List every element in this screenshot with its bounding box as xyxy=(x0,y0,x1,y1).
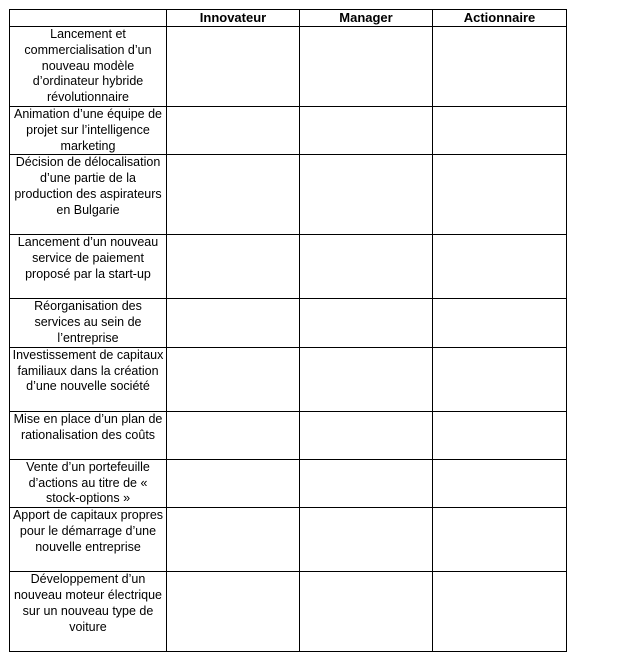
table-row xyxy=(10,347,567,411)
table-row xyxy=(10,459,567,507)
cell-actionnaire[interactable] xyxy=(433,459,567,507)
cell-actionnaire[interactable] xyxy=(433,235,567,299)
cell-manager[interactable] xyxy=(300,459,433,507)
row-label: Vente d’un portefeuille d’actions au titre de « stock-options » xyxy=(10,459,167,507)
cell-innovateur[interactable] xyxy=(167,572,300,652)
cell-manager[interactable] xyxy=(300,572,433,652)
table-row xyxy=(10,411,567,459)
row-label: Animation d’une équipe de projet sur l’intelligence marketing xyxy=(10,107,167,155)
table-header-row xyxy=(10,10,567,27)
row-label: Développement d’un nouveau moteur électrique sur un nouveau type de voiture xyxy=(10,572,167,652)
cell-actionnaire[interactable] xyxy=(433,155,567,235)
cell-innovateur[interactable] xyxy=(167,411,300,459)
cell-manager[interactable] xyxy=(300,347,433,411)
cell-manager[interactable] xyxy=(300,107,433,155)
table-row xyxy=(10,27,567,107)
cell-manager[interactable] xyxy=(300,411,433,459)
row-label: Investissement de capitaux familiaux dans la création d’une nouvelle société xyxy=(10,347,167,411)
cell-innovateur[interactable] xyxy=(167,459,300,507)
table-row xyxy=(10,572,567,652)
row-label: Lancement d’un nouveau service de paiement proposé par la start-up xyxy=(10,235,167,299)
row-label: Mise en place d’un plan de rationalisation des coûts xyxy=(10,411,167,459)
cell-actionnaire[interactable] xyxy=(433,508,567,572)
cell-manager[interactable] xyxy=(300,508,433,572)
cell-actionnaire[interactable] xyxy=(433,107,567,155)
cell-innovateur[interactable] xyxy=(167,27,300,107)
header-innovateur: Innovateur xyxy=(167,10,300,27)
cell-actionnaire[interactable] xyxy=(433,299,567,347)
cell-innovateur[interactable] xyxy=(167,347,300,411)
row-label: Réorganisation des services au sein de l’entreprise xyxy=(10,299,167,347)
row-label: Décision de délocalisation d’une partie de la production des aspirateurs en Bulgarie xyxy=(10,155,167,235)
cell-innovateur[interactable] xyxy=(167,299,300,347)
table-row xyxy=(10,235,567,299)
cell-manager[interactable] xyxy=(300,235,433,299)
cell-actionnaire[interactable] xyxy=(433,572,567,652)
role-classification-table xyxy=(9,9,567,652)
cell-actionnaire[interactable] xyxy=(433,347,567,411)
header-manager: Manager xyxy=(300,10,433,27)
cell-innovateur[interactable] xyxy=(167,155,300,235)
table-row xyxy=(10,508,567,572)
cell-innovateur[interactable] xyxy=(167,508,300,572)
cell-manager[interactable] xyxy=(300,155,433,235)
cell-manager[interactable] xyxy=(300,299,433,347)
cell-manager[interactable] xyxy=(300,27,433,107)
table-row xyxy=(10,107,567,155)
table-row xyxy=(10,299,567,347)
cell-actionnaire[interactable] xyxy=(433,27,567,107)
cell-innovateur[interactable] xyxy=(167,107,300,155)
row-label: Lancement et commercialisation d’un nouveau modèle d’ordinateur hybride révolutionnaire xyxy=(10,27,167,107)
table-row xyxy=(10,155,567,235)
cell-innovateur[interactable] xyxy=(167,235,300,299)
row-label: Apport de capitaux propres pour le démarrage d’une nouvelle entreprise xyxy=(10,508,167,572)
cell-actionnaire[interactable] xyxy=(433,411,567,459)
header-actionnaire: Actionnaire xyxy=(433,10,567,27)
header-empty-cell xyxy=(10,10,167,27)
